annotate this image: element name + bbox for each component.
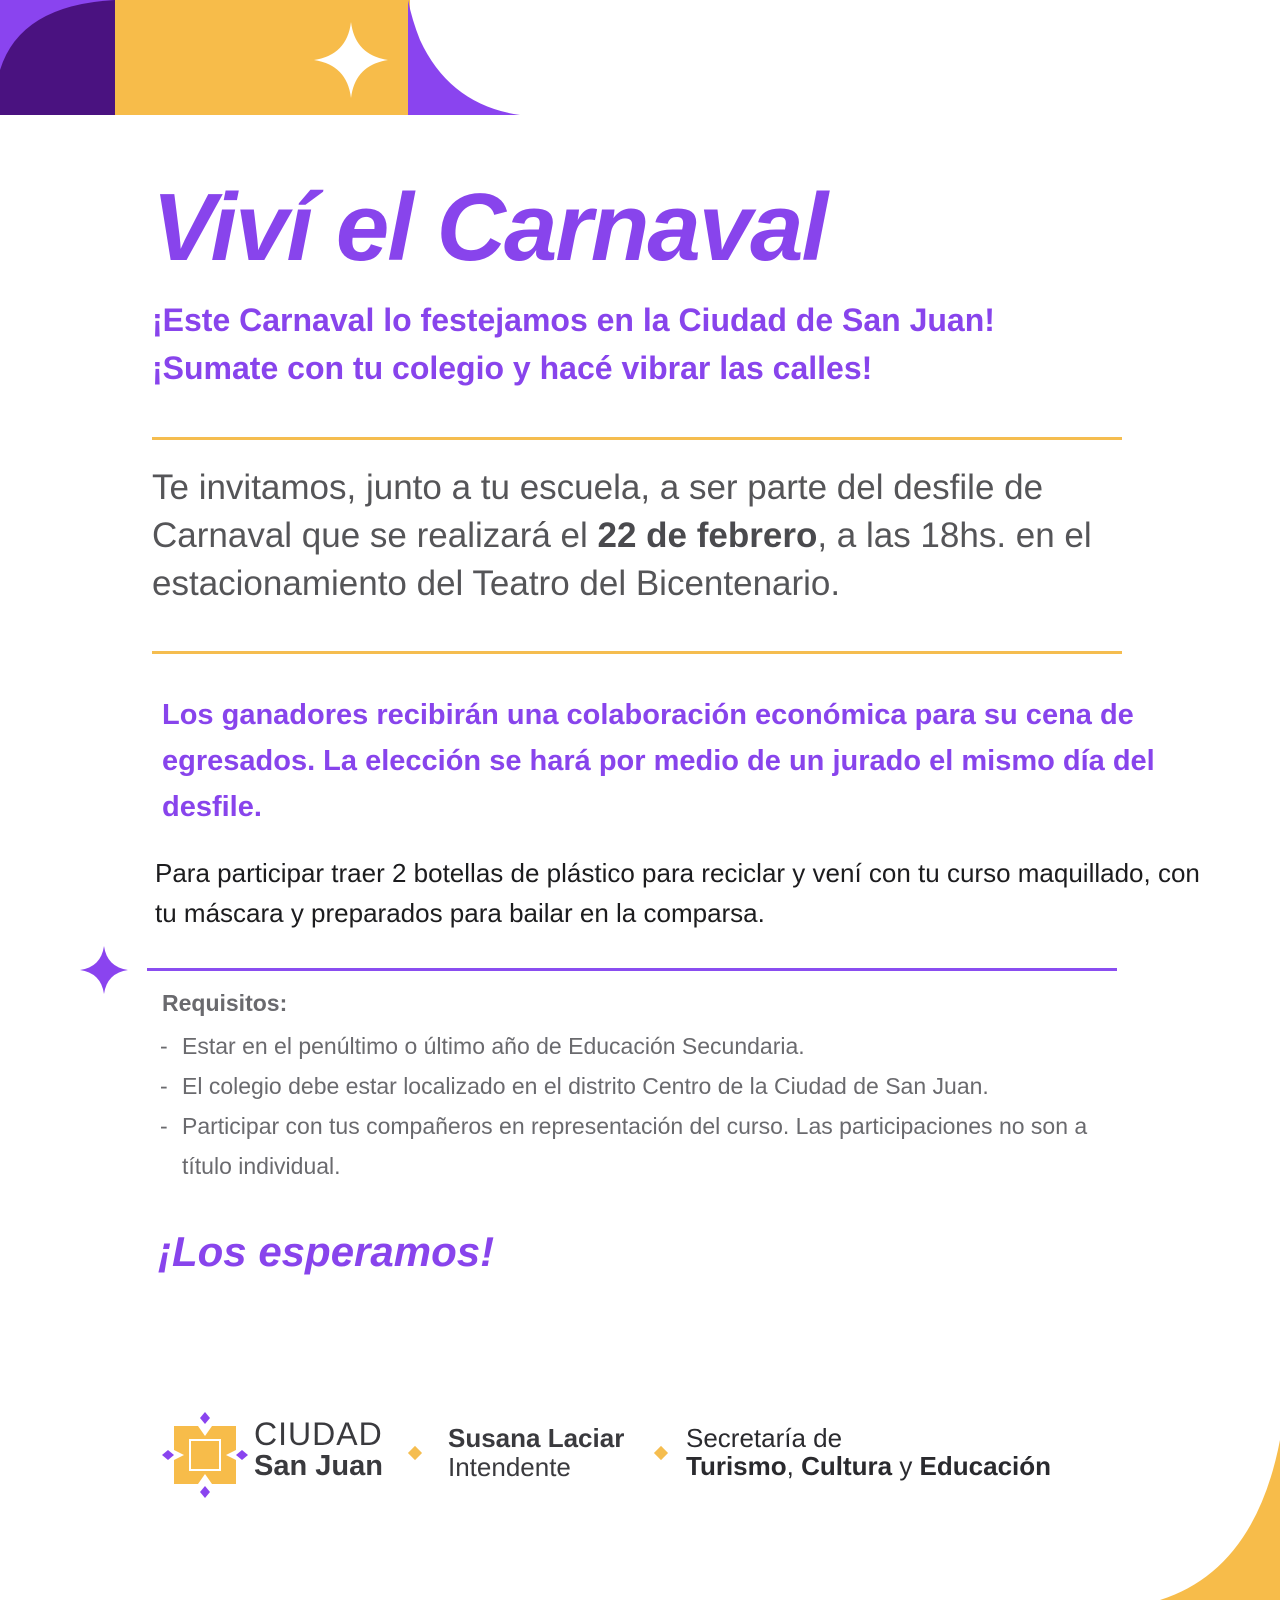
city-name-line-1: CIUDAD	[254, 1416, 383, 1452]
requirements-title: Requisitos:	[162, 990, 288, 1016]
page-title: Viví el Carnaval	[152, 174, 827, 281]
secretaria-y: y	[892, 1451, 920, 1481]
sparkle-icon	[78, 944, 130, 996]
list-item: - Estar en el penúltimo o último año de Educación Secundaria.	[160, 1026, 1140, 1066]
secretaria-turismo: Turismo	[686, 1451, 787, 1481]
participation-paragraph: Para participar traer 2 botellas de plástico para reciclar y vení con tu curso maquillado, con tu máscara y preparados para bailar en la comparsa.	[155, 858, 1200, 928]
requirements-list	[160, 1026, 1140, 1186]
header-decoration	[0, 0, 520, 115]
city-name-line-2: San Juan	[254, 1450, 383, 1482]
secretaria-line-2	[686, 1452, 1051, 1480]
footer	[160, 1410, 1120, 1510]
secretaria-educacion: Educación	[919, 1451, 1052, 1481]
mayor-credit	[448, 1424, 624, 1482]
intro-text-1: Te invitamos, junto a tu escuela, a ser parte del desfile de Carnaval que se realizará el	[152, 468, 1044, 555]
closing-message: ¡Los esperamos!	[158, 1228, 495, 1275]
list-item: - Participar con tus compañeros en representación del curso. Las participaciones no son a título individual.	[160, 1106, 1140, 1186]
divider	[147, 968, 1117, 971]
separator-diamond-icon	[408, 1446, 422, 1460]
secretaria-credit	[686, 1424, 1051, 1480]
mayor-role: Intendente	[448, 1452, 571, 1482]
intro-paragraph	[152, 464, 1162, 608]
event-date: 22 de febrero	[597, 516, 818, 555]
secretaria-cultura: Cultura	[801, 1451, 893, 1481]
prize-paragraph: Los ganadores recibirán una colaboración económica para su cena de egresados. La elección se hará por medio de un jurado el mismo día del desfile.	[162, 699, 1155, 823]
city-name	[254, 1418, 383, 1482]
list-item: - El colegio debe estar localizado en el distrito Centro de la Ciudad de San Juan.	[160, 1066, 1140, 1106]
divider	[152, 651, 1122, 654]
ciudad-san-juan-logo-icon	[160, 1410, 250, 1500]
mayor-name: Susana Laciar	[448, 1423, 625, 1453]
divider	[152, 437, 1122, 440]
intro-text-2: , a las 18hs. en el estacionamiento del Teatro del Bicentenario.	[152, 516, 1092, 603]
separator-diamond-icon	[654, 1446, 668, 1460]
subtitle-line-2: ¡Sumate con tu colegio y hacé vibrar las calles!	[152, 350, 873, 386]
subtitle-line-1: ¡Este Carnaval lo festejamos en la Ciudad de San Juan!	[152, 302, 995, 338]
secretaria-line-1: Secretaría de	[686, 1423, 843, 1453]
corner-decoration	[1160, 1440, 1280, 1600]
subtitle	[152, 296, 995, 392]
secretaria-comma: ,	[786, 1451, 802, 1481]
